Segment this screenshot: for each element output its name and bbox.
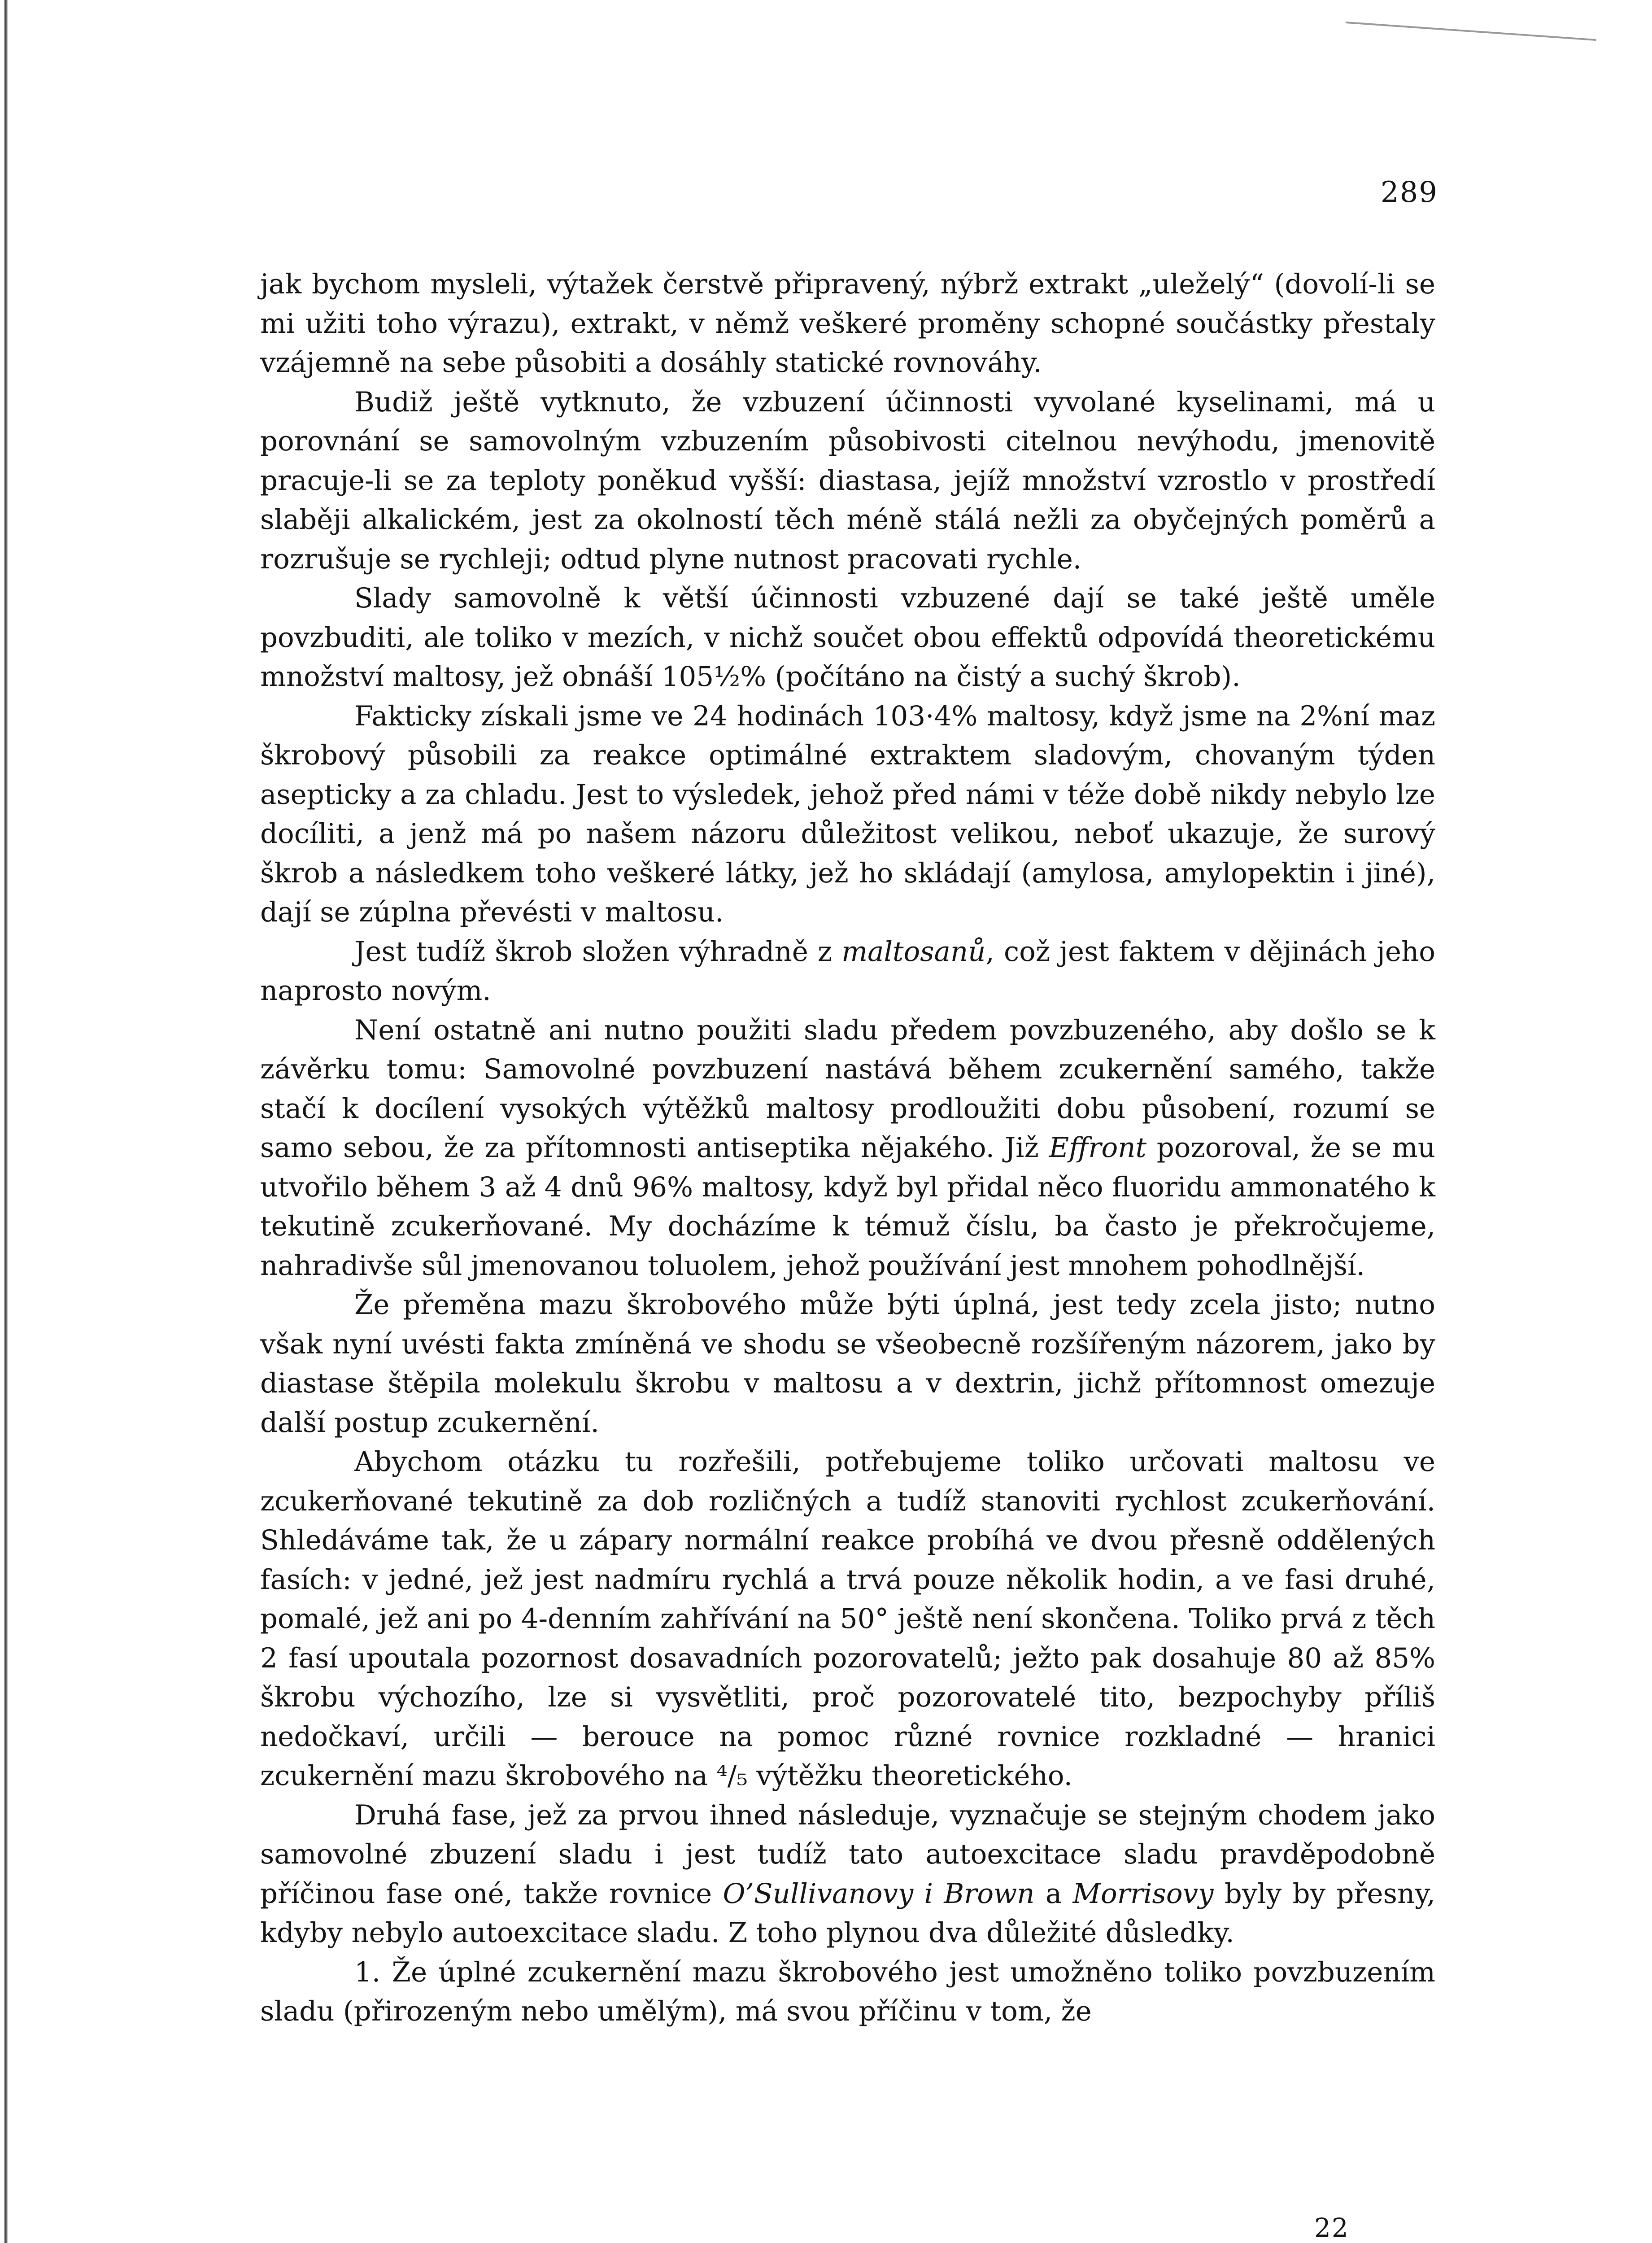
paragraph	[260, 265, 1435, 383]
text-run: byly by přesny, kdyby nebylo autoexcitace sladu. Z toho plynou dva důležité důsledky.	[260, 1877, 1435, 1949]
text-run: Slady samovolně k větší účinnosti vzbuzené dají se také ještě uměle povzbuditi, ale toliko v mezích, v nichž součet obou effektů odpovídá theoretickému množství maltosy, jež obnáší 105½% (počítáno na čistý a suchý škrob).	[260, 582, 1435, 693]
text-run: pozoroval, že se mu utvořilo během 3 až 4 dnů 96% maltosy, když byl přidal něco fluoridu ammonatého k tekutině zcukerňované. My docházíme k témuž číslu, ba často je překročujeme, nahradivše sůl jmenovanou toluolem, jehož používání jest mnohem pohodlnější.	[260, 1132, 1435, 1282]
paragraph	[260, 1442, 1435, 1796]
text-run: Není ostatně ani nutno použiti sladu předem povzbuzeného, aby došlo se k závěrku tomu: Samovolné povzbuzení nastává během zcukernění samého, takže stačí k docílení vysokých výtěžků maltosy prodloužiti dobu působení, rozumí se samo sebou, že za přítomnosti antiseptika nějakého. Již	[260, 1014, 1435, 1164]
emphasized-name: Effront	[1049, 1132, 1146, 1164]
text-run: Jest tudíž škrob složen výhradně z	[354, 935, 842, 968]
text-run: jak bychom mysleli, výtažek čerstvě připravený, nýbrž extrakt „uleželý“ (dovolí-li se mi užiti toho výrazu), extrakt, v němž veškeré proměny schopné součástky přestaly vzájemně na sebe působiti a dosáhly statické rovnováhy.	[260, 268, 1435, 379]
text-run: Budiž ještě vytknuto, že vzbuzení účinnosti vyvolané kyselinami, má u porovnání se samovolným vzbuzením působivosti citelnou nevýhodu, jmenovitě pracuje-li se za teploty poněkud vyšší: diastasa, jejíž množství vzrostlo v prostředí slaběji alkalickém, jest za okolností těch méně stálá nežli za obyčejných poměrů a rozrušuje se rychleji; odtud plyne nutnost pracovati rychle.	[260, 386, 1435, 575]
emphasized-name: maltosanů	[841, 935, 986, 968]
body-text	[260, 265, 1435, 2031]
paragraph	[260, 579, 1435, 697]
emphasized-name: Morrisovy	[1072, 1877, 1214, 1910]
paragraph	[260, 383, 1435, 579]
text-run: Fakticky získali jsme ve 24 hodinách 103·4% maltosy, když jsme na 2%ní maz škrobový působili za reakce optimálné extraktem sladovým, chovaným týden asepticky a za chladu. Jest to výsledek, jehož před námi v téže době nikdy nebylo lze docíliti, a jenž má po našem názoru důležitost velikou, neboť ukazuje, že surový škrob a následkem toho veškeré látky, jež ho skládají (amylosa, amylopektin i jiné), dají se zúplna převésti v maltosu.	[260, 700, 1435, 928]
page-number: 289	[1380, 176, 1438, 209]
text-run: Že přeměna mazu škrobového může býti úplná, jest tedy zcela jisto; nutno však nyní uvésti fakta zmíněná ve shodu se všeobecně rozšířeným názorem, jako by diastase štěpila molekulu škrobu v maltosu a v dextrin, jichž přítomnost omezuje další postup zcukernění.	[260, 1289, 1435, 1439]
scan-edge-left	[4, 0, 8, 2243]
text-run: Abychom otázku tu rozřešili, potřebujeme toliko určovati maltosu ve zcukerňované tekutině za dob rozličných a tudíž stanoviti rychlost zcukerňování. Shledáváme tak, že u zápary normální reakce probíhá ve dvou přesně oddělených fasích: v jedné, jež jest nadmíru rychlá a trvá pouze několik hodin, a ve fasi druhé, pomalé, jež ani po 4-denním zahřívání na 50° ještě není skončena. Toliko prvá z těch 2 fasí upoutala pozornost dosavadních pozorovatelů; ježto pak dosahuje 80 až 85% škrobu výchozího, lze si vysvětliti, proč pozorovatelé tito, bezpochyby příliš nedočkaví, určili — berouce na pomoc různé rovnice rozkladné — hranici zcukernění mazu škrobového na ⁴/₅ výtěžku theoretického.	[260, 1446, 1435, 1792]
signature-mark: 22	[1314, 2212, 1349, 2243]
paragraph	[260, 1796, 1435, 1953]
paragraph	[260, 1953, 1435, 2031]
paragraph	[260, 1285, 1435, 1442]
text-run: 1. Že úplné zcukernění mazu škrobového jest umožněno toliko povzbuzením sladu (přirozeným nebo umělým), má svou příčinu v tom, že	[260, 1956, 1435, 2027]
text-run: a	[1034, 1877, 1073, 1910]
text-run: , což jest faktem v dějinách jeho naprosto novým.	[260, 935, 1435, 1007]
paragraph	[260, 932, 1435, 1011]
paragraph	[260, 697, 1435, 932]
text-run: Druhá fase, jež za prvou ihned následuje, vyznačuje se stejným chodem jako samovolné zbuzení sladu i jest tudíž tato autoexcitace sladu pravděpodobně příčinou fase oné, takže rovnice	[260, 1799, 1435, 1910]
paragraph	[260, 1011, 1435, 1286]
emphasized-name: O’Sullivanovy i Brown	[723, 1877, 1035, 1910]
scan-edge-top	[1346, 22, 1596, 41]
